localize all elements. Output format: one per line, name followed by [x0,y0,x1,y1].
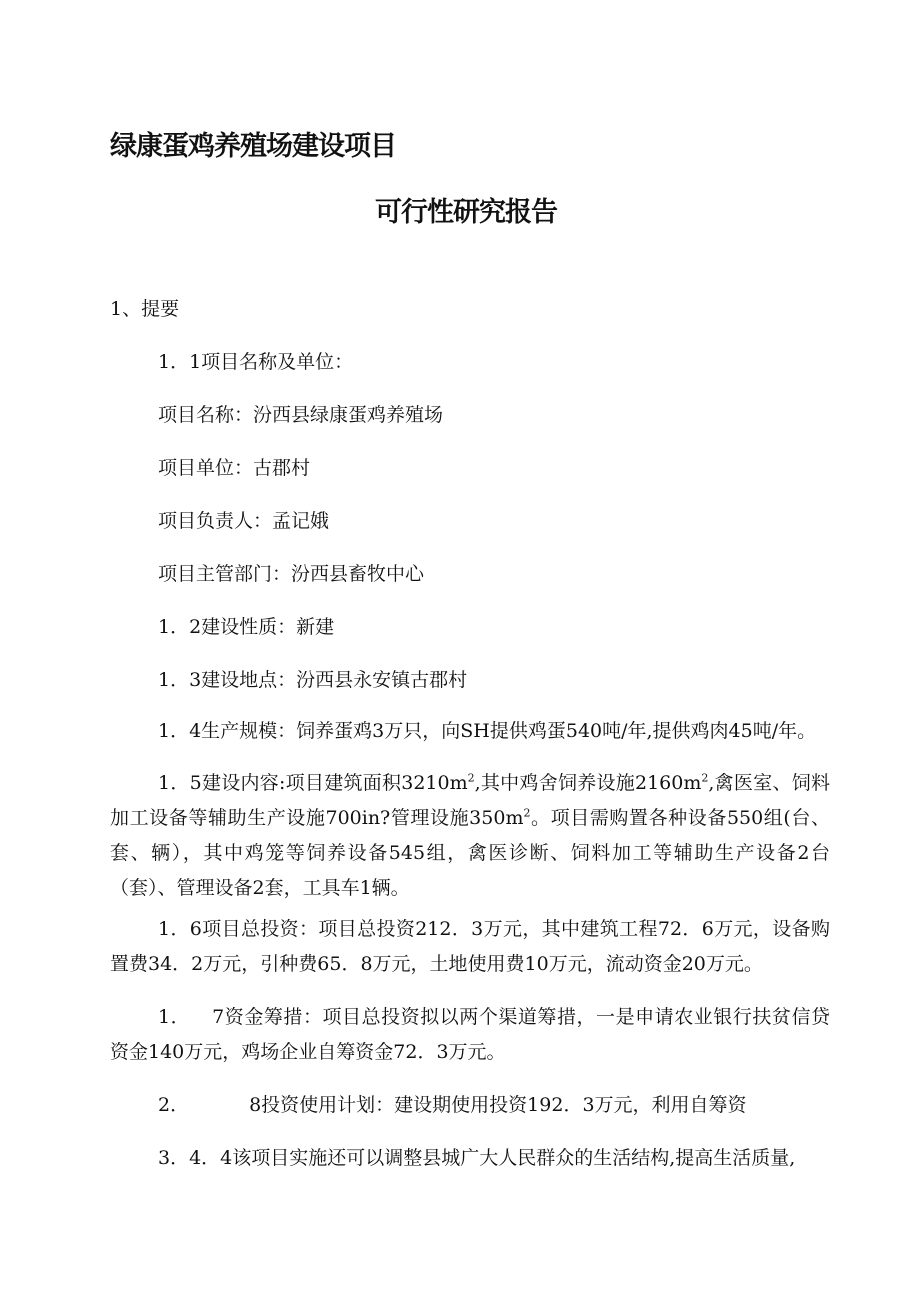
subsection-1-5 [110,766,830,906]
list-number: 1． [158,1006,191,1028]
section-heading-summary: 1、提要 [110,298,180,320]
subsection-1-2: 1．2建设性质：新建 [158,616,335,638]
list-number: 2． [158,1094,190,1116]
superscript: 2 [467,771,475,785]
superscript: 2 [701,771,709,785]
project-leader: 项目负责人：孟记娥 [158,510,330,532]
subsection-4-4: 3．4．4该项目实施还可以调整县城广大人民群众的生活结构,提高生活质量, [158,1147,796,1169]
subsection-1-4: 1．4生产规模：饲养蛋鸡3万只，向SH提供鸡蛋540吨/年,提供鸡肉45吨/年。 [158,720,817,742]
subsection-1-6: 1．6项目总投资：项目总投资212．3万元，其中建筑工程72．6万元，设备购置费34．2万元，引种费65．8万元，土地使用费10万元，流动资金20万元。 [110,918,830,975]
subsection-1-3: 1．3建设地点：汾西县永安镇古郡村 [158,669,468,691]
text-run: ,禽医室、饲料加工设备等辅助生产设施700in?管理设施350m [110,772,830,829]
text-run: 1．5建设内容:项目建筑面积3210m [158,772,468,794]
document-subtitle: 可行性研究报告 [375,197,557,228]
text-run: 7资金筹措：项目总投资拟以两个渠道筹措，一是申请农业银行扶贫信贷资金140万元，鸡场企业自筹资金72．3万元。 [110,1006,830,1063]
subsection-1-7 [110,1000,830,1070]
document-title: 绿康蛋鸡养殖场建设项目 [110,131,396,162]
project-department: 项目主管部门：汾西县畜牧中心 [158,563,425,585]
text-run: ,其中鸡舍饲养设施2160m [474,772,702,794]
project-name: 项目名称：汾西县绿康蛋鸡养殖场 [158,404,444,426]
project-unit: 项目单位：古郡村 [158,457,311,479]
subsection-1-1: 1．1项目名称及单位： [158,351,354,373]
text-run: 8投资使用计划：建设期使用投资192．3万元，利用自筹资 [249,1094,747,1116]
superscript: 2 [523,806,531,820]
subsection-investment-plan [158,1093,747,1117]
text-run: 。项目需购置各种设备550组(台、套、辆），其中鸡笼等饲养设备545组，禽医诊断、饲料加工等辅助生产设备2台（套）、管理设备2套，工具车1辆。 [110,807,830,899]
